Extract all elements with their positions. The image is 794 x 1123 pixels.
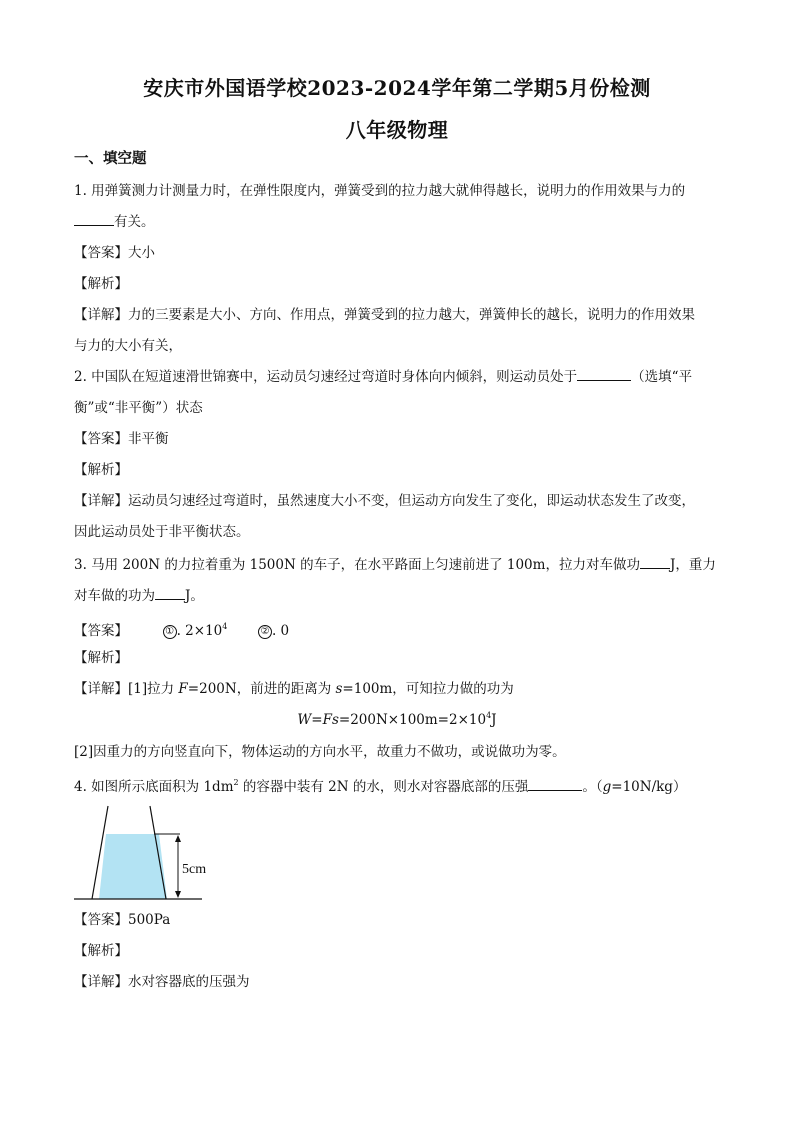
q3-text-line1 (74, 556, 716, 574)
formula-text: = (311, 712, 323, 728)
q2-answer: 【答案】非平衡 (74, 431, 169, 447)
answer-mark-1: ① (163, 625, 177, 639)
q3-text-line2 (74, 587, 204, 605)
q2-analysis: 【解析】 (74, 462, 128, 478)
q3-line1-prefix: 3. 马用 200N 的力拉着重为 1500N 的车子，在水平路面上匀速前进了 100m，拉力对车做功 (74, 557, 640, 573)
q3-detail-line1 (74, 680, 514, 698)
q3-line1-suffix: J，重力 (669, 557, 716, 573)
q4-analysis: 【解析】 (74, 943, 128, 959)
q4-text-line1 (74, 774, 686, 796)
q1-detail-line1: 【详解】力的三要素是大小、方向、作用点，弹簧受到的拉力越大，弹簧伸长的越长，说明力的作用效果 (74, 307, 695, 323)
q2-text-line1 (74, 368, 692, 386)
answer-value-2: . 0 (271, 623, 290, 639)
answer-mark-2: ② (258, 625, 272, 639)
exam-title: 安庆市外国语学校2023-2024学年第二学期5月份检测 (143, 76, 651, 100)
variable-W: W (297, 712, 312, 728)
formula-text: =200N×100m=2×10 (338, 712, 487, 728)
q2-detail-line2: 因此运动员处于非平衡状态。 (74, 524, 250, 540)
q1-line2-suffix: 有关。 (114, 214, 155, 230)
q3-analysis: 【解析】 (74, 650, 128, 666)
question-text: 。（ (582, 779, 603, 795)
work-formula (0, 711, 794, 728)
answer-blank (528, 778, 582, 791)
container-figure (74, 800, 214, 910)
q2-detail-line1: 【详解】运动员匀速经过弯道时，虽然速度大小不变，但运动方向发生了变化，即运动状态发生了改变， (74, 493, 695, 509)
q3-line2-suffix: J。 (185, 588, 204, 604)
question-text: 4. 如图所示底面积为 1dm (74, 779, 234, 795)
height-label: 5cm (182, 862, 207, 877)
q3-detail-line2: [2]因重力的方向竖直向下，物体运动的方向水平，故重力不做功，或说做功为零。 (74, 744, 566, 760)
arrowhead-down-icon (175, 891, 181, 898)
q2-line1-suffix: （选填“平 (631, 369, 693, 385)
variable-g: g (602, 779, 612, 795)
q2-line1-prefix: 2. 中国队在短道速滑世锦赛中，运动员匀速经过弯道时身体向内倾斜，则运动员处于 (74, 369, 578, 385)
detail-text: 【详解】[1]拉力 (74, 681, 179, 697)
q1-text-line1: 1. 用弹簧测力计测量力时，在弹性限度内，弹簧受到的拉力越大就伸得越长，说明力的作用效果与力的 (74, 183, 686, 199)
answer-value-1: . 2×10 (176, 623, 223, 639)
q1-analysis: 【解析】 (74, 276, 128, 292)
q4-answer: 【答案】500Pa (74, 912, 171, 928)
arrowhead-up-icon (175, 835, 181, 842)
formula-unit: J (491, 712, 497, 728)
q3-line2-prefix: 对车做的功为 (74, 588, 155, 604)
container-diagram (74, 800, 214, 910)
exam-subtitle: 八年级物理 (345, 118, 449, 142)
detail-text: =100m，可知拉力做的功为 (342, 681, 514, 697)
q1-text-line2 (74, 213, 155, 231)
variable-s: s (335, 681, 343, 697)
question-text: =10N/kg） (611, 779, 687, 795)
q4-detail-line1: 【详解】水对容器底的压强为 (74, 974, 250, 990)
variable-F: F (178, 681, 188, 697)
section-heading: 一、填空题 (74, 150, 147, 167)
answer-blank (640, 556, 670, 569)
formula-exponent: 4 (486, 711, 492, 720)
q1-detail-line2: 与力的大小有关， (74, 338, 182, 354)
answer-blank (577, 368, 631, 381)
q2-text-line2: 衡”或“非平衡”）状态 (74, 400, 203, 416)
detail-text: =200N，前进的距离为 (187, 681, 336, 697)
answer-exponent-1: 4 (222, 622, 228, 631)
question-text: 的容器中装有 2N 的水，则水对容器底部的压强 (238, 779, 529, 795)
answer-label: 【答案】 (74, 623, 128, 639)
answer-blank (74, 213, 114, 226)
answer-blank (155, 587, 185, 600)
q1-answer: 【答案】大小 (74, 245, 155, 261)
unit-exponent: 2 (233, 778, 239, 787)
q3-answer (74, 618, 289, 640)
variable-Fs: Fs (322, 712, 339, 728)
